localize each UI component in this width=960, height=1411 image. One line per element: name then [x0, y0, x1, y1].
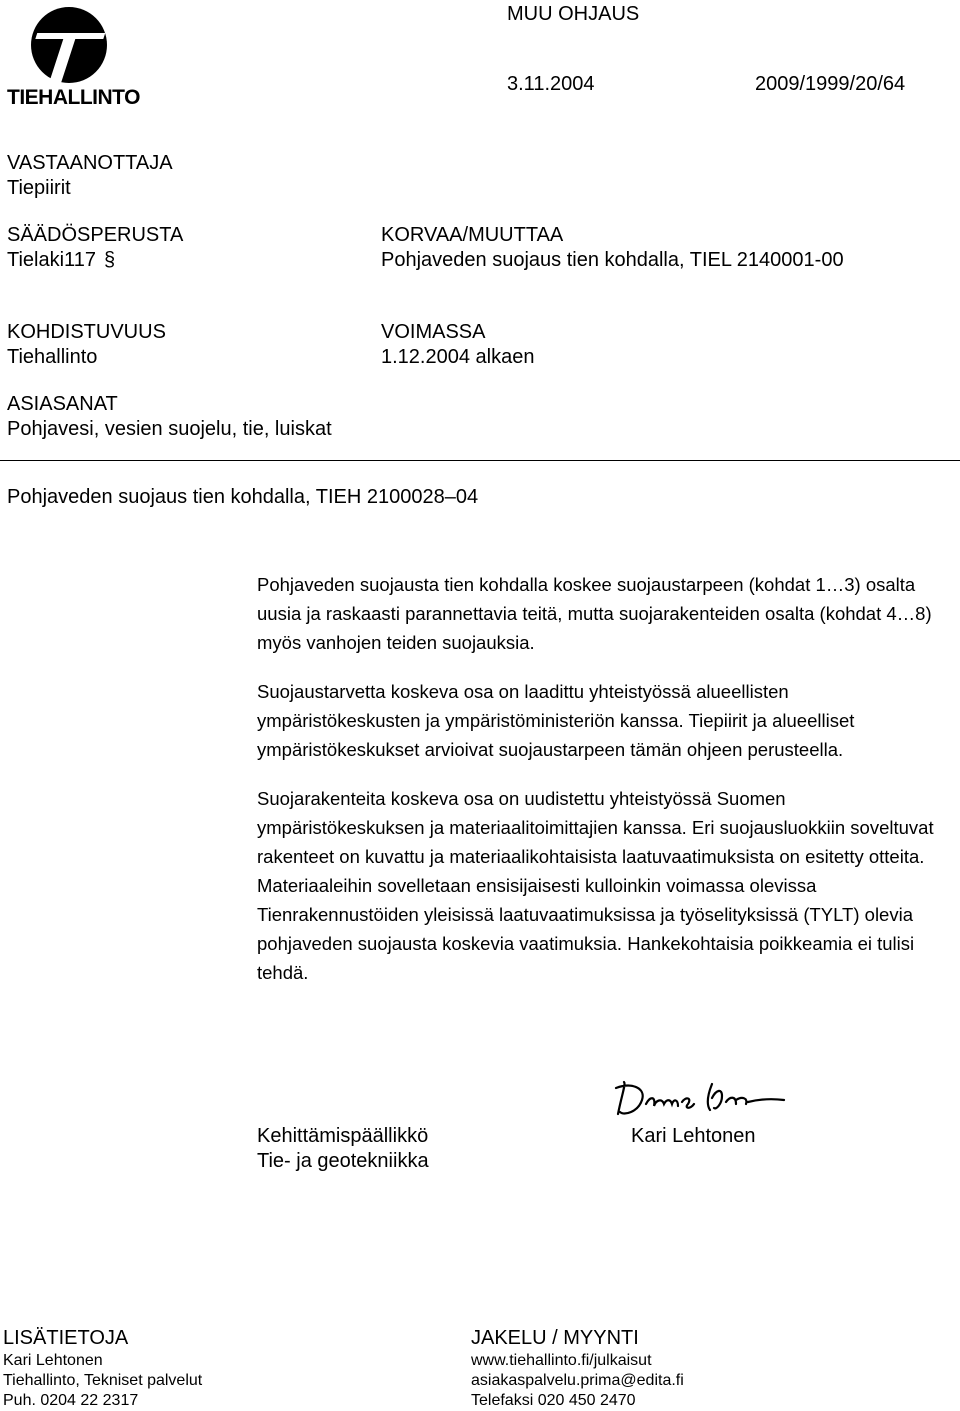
- info-phone: Puh. 0204 22 2317: [3, 1392, 139, 1409]
- scope-value: Tiehallinto: [7, 346, 98, 368]
- distribution-fax: Telefaksi 020 450 2470: [471, 1392, 636, 1409]
- distribution-url[interactable]: www.tiehallinto.fi/julkaisut: [471, 1352, 652, 1369]
- replaces-label: KORVAA/MUUTTAA: [381, 224, 564, 246]
- basis-label: SÄÄDÖSPERUSTA: [7, 224, 184, 246]
- distribution-label: JAKELU / MYYNTI: [471, 1327, 639, 1349]
- recipient-block: [7, 151, 173, 201]
- info-block: [3, 1326, 202, 1411]
- basis-value: Tielaki117: [7, 249, 96, 271]
- doc-date: 3.11.2004: [507, 73, 595, 95]
- divider: [0, 460, 960, 461]
- scope-block: [7, 320, 166, 370]
- recipient-label: VASTAANOTTAJA: [7, 152, 173, 174]
- handwritten-signature: [612, 1074, 792, 1126]
- info-label: LISÄTIETOJA: [3, 1327, 129, 1349]
- signatory-title-line2: Tie- ja geotekniikka: [257, 1150, 429, 1172]
- signatory-title-line1: Kehittämispäällikkö: [257, 1125, 429, 1147]
- info-org: Tiehallinto, Tekniset palvelut: [3, 1372, 203, 1389]
- distribution-block: [471, 1326, 684, 1411]
- section-sign: §: [103, 249, 116, 271]
- document-title: Pohjaveden suojaus tien kohdalla, TIEH 2100028–04: [7, 486, 479, 508]
- replaces-value: Pohjaveden suojaus tien kohdalla, TIEL 2140001-00: [381, 249, 844, 271]
- doc-type: MUU OHJAUS: [507, 3, 640, 25]
- doc-number: 2009/1999/20/64: [755, 73, 906, 95]
- valid-value: 1.12.2004 alkaen: [381, 346, 535, 368]
- replaces-block: [381, 223, 844, 273]
- paragraph-3: Suojarakenteita koskeva osa on uudistettu yhteistyössä Suomen ympäristökeskuksen ja materiaalitoimittajien kanssa. Eri suojausluokkiin soveltuvat rakenteet on kuvattu ja materiaalikohtaisista laatuvaatimuksista on esitetty otteita. Materiaaleihin sovelletaan ensisijaisesti kulloinkin voimassa olevissa Tienrakennustöiden yleisissä laatuvaatimuksissa ja työselityksissä (TYLT) olevia pohjaveden suojausta koskevia vaatimuksia. Hankekohtaisia poikkeamia ei tulisi tehdä.: [257, 788, 934, 983]
- valid-label: VOIMASSA: [381, 321, 486, 343]
- paragraph-1: Pohjaveden suojausta tien kohdalla koskee suojaustarpeen (kohdat 1…3) osalta uusia ja raskaasti parannettavia teitä, mutta suojarakenteiden osalta (kohdat 4…8) myös vanhojen teiden suojauksia.: [257, 574, 932, 653]
- recipient-value: Tiepiirit: [7, 177, 71, 199]
- scope-label: KOHDISTUVUUS: [7, 321, 166, 343]
- body-text: [257, 570, 947, 1007]
- distribution-email[interactable]: asiakaspalvelu.prima@edita.fi: [471, 1372, 684, 1389]
- keywords-value: Pohjavesi, vesien suojelu, tie, luiskat: [7, 418, 332, 440]
- logo-text: TIEHALLINTO: [7, 86, 140, 109]
- info-name: Kari Lehtonen: [3, 1352, 103, 1369]
- valid-block: [381, 320, 534, 370]
- basis-block: [7, 223, 183, 273]
- keywords-block: [7, 392, 332, 442]
- keywords-label: ASIASANAT: [7, 393, 118, 415]
- signatory-name: Kari Lehtonen: [631, 1125, 756, 1147]
- paragraph-2: Suojaustarvetta koskeva osa on laadittu yhteistyössä alueellisten ympäristökeskusten ja ympäristöministeriön kanssa. Tiepiirit ja alueelliset ympäristökeskukset arvioivat suojaustarpeen tämän ohjeen perusteella.: [257, 681, 855, 760]
- signatory-title-block: [257, 1124, 429, 1174]
